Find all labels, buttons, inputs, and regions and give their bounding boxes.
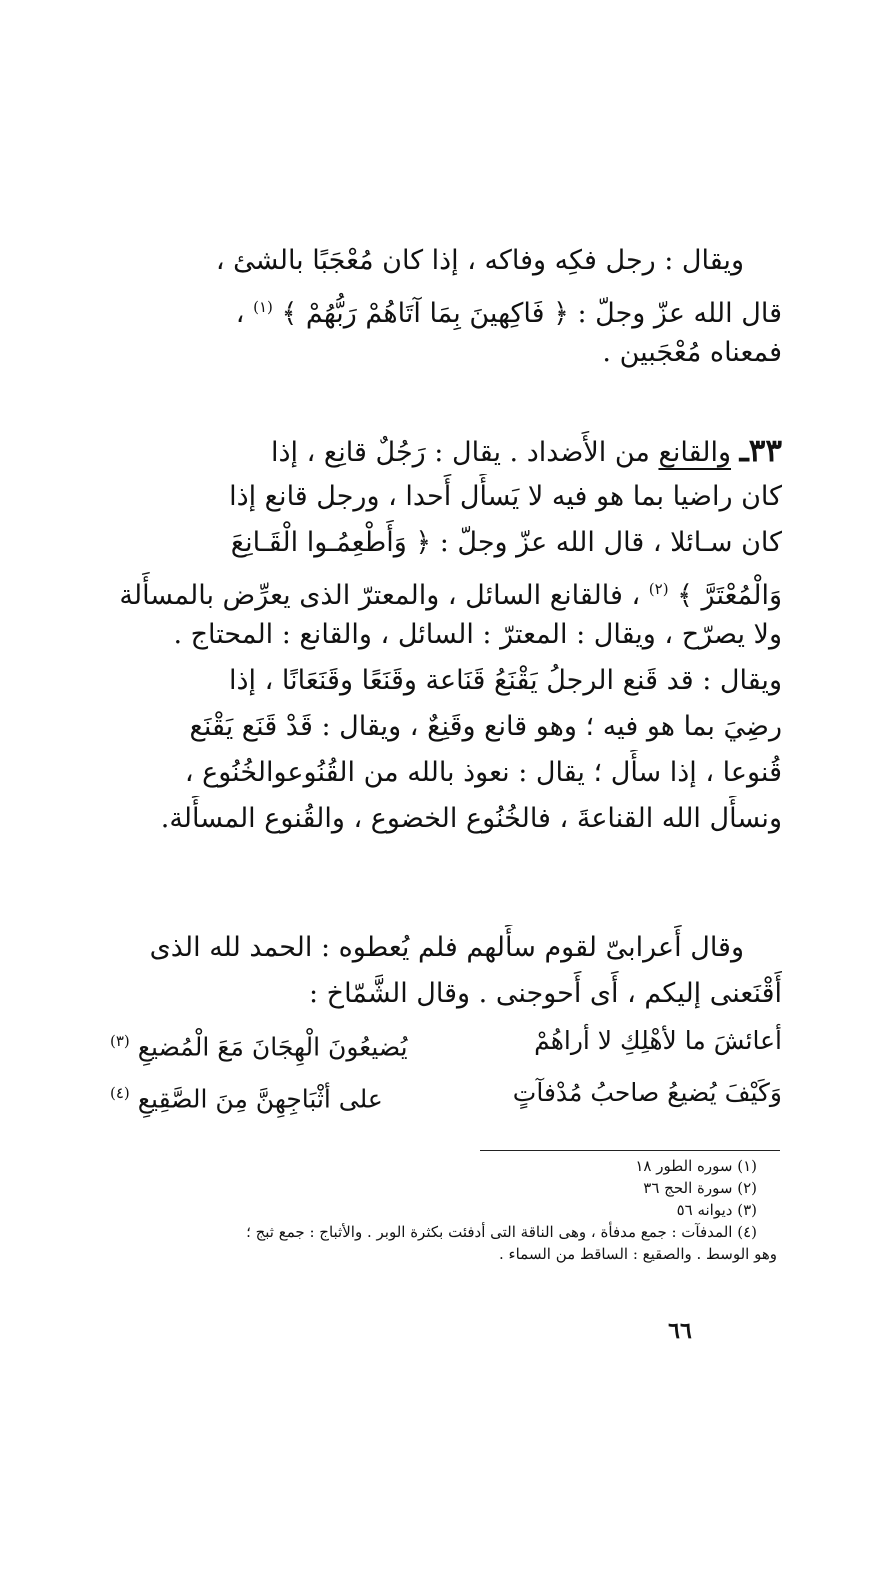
text-line: كان راضيا بما هو فيه لا يَسأَل أَحدا ، ورجل قانع إذا: [229, 481, 782, 512]
verse-line: [110, 1067, 782, 1119]
entry-text: من الأَضداد . يقال : رَجُلٌ قانِع ، إذا: [271, 437, 650, 468]
footnote-ref: (٤): [110, 1084, 130, 1102]
hemistich-first: أعائشَ ما لأهْلِكِ لا أراهُمْ: [534, 1026, 782, 1055]
paragraph-arabi: [110, 925, 782, 1017]
footnote-ref: (٣): [110, 1032, 130, 1050]
quran-quote: قال الله عزّ وجلّ : ﴿ فَاكِهِينَ بِمَا آتَاهُمْ رَبُّهُمْ ﴾: [281, 298, 782, 329]
hemistich-second: [110, 1067, 383, 1119]
text-line: ونسأَل الله القناعةَ ، فالخُنُوع الخضوع ، والقُنوع المسأَلة.: [160, 803, 782, 834]
text-line: أَقْنَعنى إليكم ، أَى أَحوجنى . وقال الشَّمّاخ :: [308, 978, 782, 1009]
text-line: [110, 284, 782, 330]
hemistich-text: على أثْبَاجِهِنَّ مِنَ الصَّقِيعِ: [137, 1084, 383, 1114]
text-line: ولا يصرّح ، ويقال : المعترّ : السائل ، والقانع : المحتاج .: [173, 619, 782, 650]
page-number: ٦٦: [668, 1318, 692, 1344]
text-line: ويقال : رجل فكِه وفاكه ، إذا كان مُعْجَبًا بالشئ ،: [215, 245, 744, 276]
quran-quote: وَالْمُعْتَرَّ ﴾: [677, 580, 782, 611]
hemistich-text: يُضيعُونَ الْهِجَانَ مَعَ الْمُضيعِ: [137, 1032, 408, 1062]
entry-keyword: والقانع: [658, 437, 731, 468]
footnote: وهو الوسط . والصقيع : الساقط من السماء .: [499, 1245, 777, 1263]
text-line: [110, 428, 782, 474]
entry-text: ، فالقانع السائل ، والمعترّ الذى يعرِّض بالمسأَلة: [119, 580, 641, 611]
footnote: (٢) سورة الحج ٣٦: [643, 1179, 757, 1197]
footnote: (٤) المدفآت : جمع مدفأة ، وهى الناقة التى أدفئت بكثرة الوبر . والأثباج : جمع ثبج ؛: [246, 1223, 757, 1241]
verse-line: [110, 1015, 782, 1067]
text-line: وقال أَعرابىّ لقوم سأَلهم فلم يُعطوه : الحمد لله الذى: [149, 932, 744, 963]
text-line: قُنوعا ، إذا سأَل ؛ يقال : نعوذ بالله من القُنُوعوالخُنُوع ،: [184, 757, 782, 788]
footnotes: [105, 1155, 777, 1265]
text-line: فمعناه مُعْجَبين .: [602, 337, 782, 368]
entry-33-al-qani: [110, 428, 782, 842]
poetry-verses: [110, 1015, 782, 1119]
footnote-ref: (٢): [648, 580, 669, 598]
footnote-ref: (١): [253, 298, 273, 316]
punctuation: ،: [235, 298, 245, 329]
footnote-divider: [480, 1150, 780, 1151]
text-line: ويقال : قد قَنع الرجلُ يَقْنَعُ قَنَاعة وقَنَعًا وقَنَعَانًا ، إذا: [229, 665, 782, 696]
footnote: (٣) ديوانه ٥٦: [676, 1201, 757, 1219]
footnote: (١) سوره الطور ١٨: [635, 1157, 757, 1175]
hemistich-second: [110, 1015, 408, 1067]
text-line: [110, 566, 782, 612]
paragraph-fakih: [110, 238, 782, 376]
entry-number: ٣٣ـ: [739, 433, 782, 469]
text-line: رضِيَ بما هو فيه ؛ وهو قانع وقَنِعٌ ، ويقال : قَدْ قَنَع يَقْنَع: [189, 711, 782, 742]
hemistich-first: وَكَيْفَ يُضيعُ صاحبُ مُدْفآتٍ: [512, 1078, 782, 1107]
text-line: كان سـائلا ، قال الله عزّ وجلّ : ﴿ وَأَطْعِمُـوا الْقَـانِعَ: [230, 527, 782, 558]
